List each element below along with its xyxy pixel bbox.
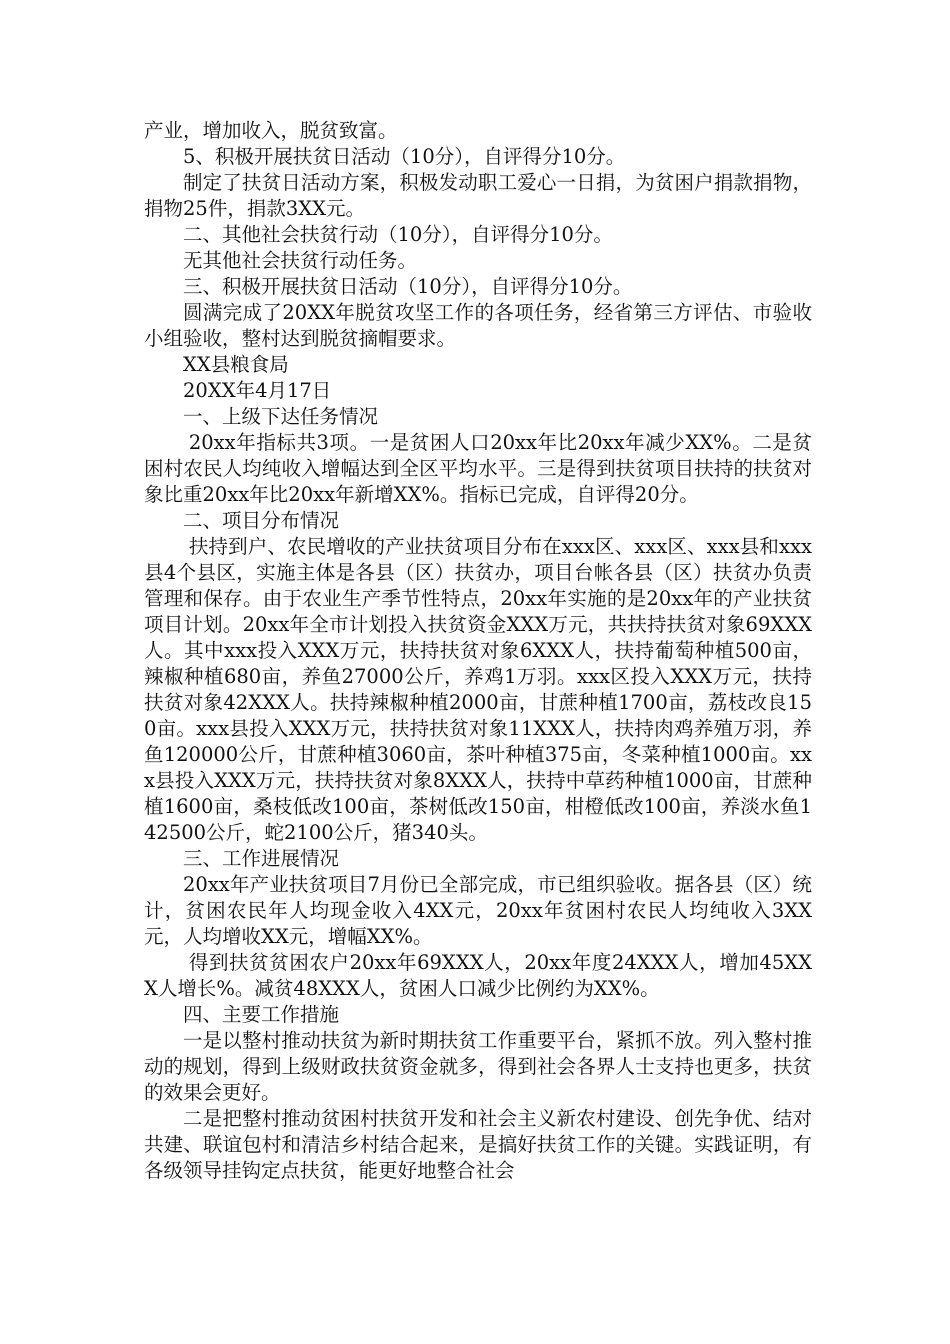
- heading-project-distribution: 二、项目分布情况: [183, 509, 340, 532]
- paragraph-measure-1: 一是以整村推动扶贫为新时期扶贫工作重要平台，紧抓不放。列入整村推动的规划，得到上级财政扶贫资金就多，得到社会各界人士支持也更多，扶贫的效果会更好。: [144, 1029, 812, 1104]
- paragraph-project-distribution: 扶持到户、农民增收的产业扶贫项目分布在xxx区、xxx区、xxx县和xxx县4个县区，实施主体是各县（区）扶贫办，项目台帐各县（区）扶贫办负责管理和保存。由于农业生产季节性特点，20xx年实施的是20xx年的产业扶贫项目计划。20xx年全市计划投入扶贫资金XXX万元，共扶持扶贫对象69XXX人。其中xxx投入XXX万元，扶持扶贫对象6XXX人，扶持葡萄种植500亩，辣椒种植680亩，养鱼27000公斤，养鸡1万羽。xxx区投入XXX万元，扶持扶贫对象42XXX人。扶持辣椒种植2000亩，甘蔗种植1700亩，荔枝改良150亩。xxx县投入XXX万元，扶持扶贫对象11XXX人，扶持肉鸡养殖万羽，养鱼120000公斤，甘蔗种植3060亩，茶叶种植375亩，冬菜种植1000亩。xxx县投入XXX万元，扶持扶贫对象8XXX人，扶持中草药种植1000亩，甘蔗种植1600亩，桑枝低改100亩，茶树低改150亩，柑橙低改100亩，养淡水鱼142500公斤，蛇2100公斤，猪340头。: [144, 535, 812, 844]
- paragraph-work-progress: 20xx年产业扶贫项目7月份已全部完成，市已组织验收。据各县（区）统计，贫困农民年人均现金收入4XX元，20xx年贫困村农民人均纯收入3XX元，人均增收XX元，增幅XX%。: [144, 873, 812, 948]
- heading-work-progress: 三、工作进展情况: [183, 847, 340, 870]
- paragraph-continuation: 产业，增加收入，脱贫致富。: [144, 119, 398, 142]
- paragraph-poverty-day-plan: 制定了扶贫日活动方案，积极发动职工爱心一日捐，为贫困户捐款捐物，捐物25件，捐款3XX元。: [144, 171, 812, 220]
- signature-date: 20XX年4月17日: [183, 379, 332, 402]
- document-body: [144, 118, 812, 1184]
- paragraph-poverty-reduction: 得到扶贫贫困农户20xx年69XXX人，20xx年度24XXX人，增加45XXX人增长%。减贫48XXX人，贫困人口减少比例约为XX%。: [144, 951, 812, 1000]
- heading-superior-tasks: 一、上级下达任务情况: [183, 405, 379, 428]
- heading-main-measures: 四、主要工作措施: [183, 1003, 340, 1026]
- paragraph-completion-summary: 圆满完成了20XX年脱贫攻坚工作的各项任务，经省第三方评估、市验收小组验收，整村达到脱贫摘帽要求。: [144, 301, 812, 350]
- paragraph-section-3-heading: 三、积极开展扶贫日活动（10分），自评得分10分。: [183, 275, 633, 298]
- paragraph-no-other-tasks: 无其他社会扶贫行动任务。: [183, 249, 418, 272]
- paragraph-section-2-heading: 二、其他社会扶贫行动（10分），自评得分10分。: [183, 223, 613, 246]
- paragraph-item-5-heading: 5、积极开展扶贫日活动（10分），自评得分10分。: [183, 145, 626, 168]
- paragraph-indicators: 20xx年指标共3项。一是贫困人口20xx年比20xx年减少XX%。二是贫困村农民人均纯收入增幅达到全区平均水平。三是得到扶贫项目扶持的扶贫对象比重20xx年比20xx年新增XX%。指标已完成，自评得20分。: [144, 431, 812, 506]
- paragraph-measure-2: 二是把整村推动贫困村扶贫开发和社会主义新农村建设、创先争优、结对共建、联谊包村和清洁乡村结合起来，是搞好扶贫工作的关键。实践证明，有各级领导挂钩定点扶贫，能更好地整合社会: [144, 1107, 812, 1182]
- signature-organization: XX县粮食局: [183, 353, 289, 376]
